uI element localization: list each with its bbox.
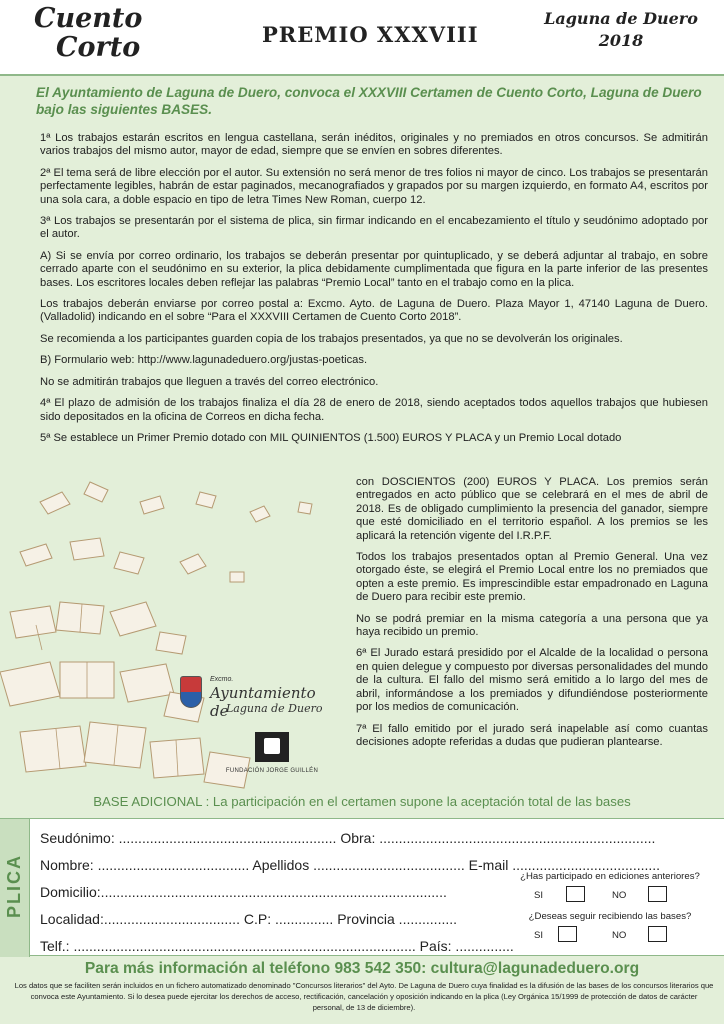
q1-no-label: NO xyxy=(612,890,627,901)
header xyxy=(0,0,724,76)
question-2-text: ¿Deseas seguir recibiendo las bases? xyxy=(528,911,692,922)
no-email-note: No se admitirán trabajos que lleguen a través del correo electrónico. xyxy=(40,375,379,388)
question-previous-editions xyxy=(500,871,720,908)
q2-no-checkbox[interactable] xyxy=(648,926,667,942)
q1-no-checkbox[interactable] xyxy=(648,886,667,902)
fundacion-name: FUNDACIÓN JORGE GUILLÉN xyxy=(225,768,319,774)
base-3b-web: B) Formulario web: http://www.lagunadeduero.org/justas-poeticas. xyxy=(40,354,368,367)
logo-small-text: Excmo. xyxy=(210,676,234,683)
postal-address: Los trabajos deberán enviarse por correo postal a: Excmo. Ayto. de Laguna de Duero. Plaza Mayor 1, 47140 Laguna de Duero. (Valladolid) indicando en el sobre “Para el XXXVIII Certamen de Cuento Corto 2018”. xyxy=(40,298,708,324)
right-column-text xyxy=(356,476,708,757)
bases-text xyxy=(40,132,708,453)
fundacion-logo xyxy=(222,732,322,782)
question-1-text: ¿Has participado en ediciones anteriores? xyxy=(520,871,700,882)
contest-title xyxy=(34,4,142,62)
intro-text: El Ayuntamiento de Laguna de Duero, convoca el XXXVIII Certamen de Cuento Corto, Laguna de Duero bajo las siguientes BASES. xyxy=(36,85,702,117)
q1-si-checkbox[interactable] xyxy=(566,886,585,902)
plica-form xyxy=(0,818,724,956)
base-3: 3ª Los trabajos se presentarán por el sistema de plica, sin firmar indicando en el encabezamiento el título y seudónimo adoptado por el autor. xyxy=(40,215,708,241)
logo-place: Laguna de Duero xyxy=(226,702,323,715)
q2-no-label: NO xyxy=(612,930,627,941)
premio-title: PREMIO XXXVIII xyxy=(262,22,479,47)
general-prize-note: Todos los trabajos presentados optan al Premio General. Una vez otorgado éste, se elegirá el Premio Local entre los no premiados que opten a este premio. Es imprescindible estar empadronado en Laguna de Duero para recibir este premio. xyxy=(356,551,708,604)
question-1-answers xyxy=(500,882,720,908)
base-5-cont: con DOSCIENTOS (200) EUROS Y PLACA. Los premios serán entregados en acto público que se celebrará en el mes de abril de 2018. Es de obligado cumplimiento la presencia del ganador, siempre que esté domiciliado en el territorio español. A los premios se les aplicará la retención vigente del I.R.P.F. xyxy=(356,476,708,542)
domicilio-field[interactable]: Domicilio:......................................................................................... xyxy=(40,884,447,900)
telf-field[interactable]: Telf.: ........................................................................................ País: ............... xyxy=(40,938,514,954)
nombre-field[interactable]: Nombre: ....................................... Apellidos ....................................... E-mail ...................................... xyxy=(40,857,661,873)
contact-info: Para más información al teléfono 983 542 350: cultura@lagunadeduero.org xyxy=(84,960,640,977)
question-2-answers xyxy=(500,922,720,948)
q2-si-checkbox[interactable] xyxy=(558,926,577,942)
base-2: 2ª El tema será de libre elección por el autor. Su extensión no será menor de tres folios ni mayor de cinco. Los trabajos se presentarán perfectamente legibles, habrán de estar paginados, mecanografiados y grapados por su margen izquierdo, en formato A4, escritos por una sola cara, a doble espacio en tipo de letra Times New Roman, cuerpo 12. xyxy=(40,166,708,206)
plica-label: PLICA xyxy=(4,854,24,918)
q2-si-label: SI xyxy=(534,930,544,941)
year: 2018 xyxy=(598,31,644,50)
logo-name: Ayuntamiento de xyxy=(210,684,316,720)
question-receive-bases xyxy=(500,911,720,948)
plica-sidebar xyxy=(0,819,30,957)
place-name: Laguna de Duero xyxy=(544,9,698,28)
repeat-prize-note: No se podrá premiar en la misma categoría a una persona que ya haya recibido un premio. xyxy=(356,612,708,639)
seudonimo-field[interactable]: Seudónimo: ........................................................ Obra: ....................................................................... xyxy=(40,830,656,846)
ayuntamiento-logo xyxy=(180,672,330,724)
copy-recommendation: Se recomienda a los participantes guarden copia de los trabajos presentados, ya que no se devolverán los originales. xyxy=(40,332,623,345)
legal-notice: Los datos que se faciliten serán incluidos en un fichero automatizado denominado "Concursos literarios" del Ayto. De Laguna de Duero cuya finalidad es la difusión de las bases de los concursos literarios que convoca este Ayuntamiento. Si lo desea puede ejercitar los derechos de acceso, rectificación, cancelación y oposición indicando en la plica (Ley Orgánica 15/1999 de protección de datos de carácter personal, de 13 de diciembre). xyxy=(14,981,714,1012)
base-7: 7ª El fallo emitido por el jurado será inapelable así como cuantas decisiones adopte referidas a dudas que pudieran plantearse. xyxy=(356,722,708,748)
place-year xyxy=(536,8,706,52)
base-4: 4ª El plazo de admisión de los trabajos finaliza el día 28 de enero de 2018, siendo aceptados todos aquellos trabajos que hubiesen sido depositados en la oficina de Correos en dicha fecha. xyxy=(40,397,708,423)
base-6: 6ª El Jurado estará presidido por el Alcalde de la localidad o persona en quien delegue y compuesto por diversas personalidades del mundo de la cultura. El fallo del mismo será emitido a lo largo del mes de abril, informándose a los premiados y difundiéndose posteriormente por los medios de comunicación. xyxy=(356,647,708,714)
base-1: 1ª Los trabajos estarán escritos en lengua castellana, serán inéditos, originales y no premiados en otros concursos. Se admitirán varios trabajos del mismo autor, mayor de edad, siempre que se envíen en sobres diferentes. xyxy=(40,132,708,158)
base-3a: A) Si se envía por correo ordinario, los trabajos se deberán presentar por quintuplicado, y se deberá adjuntar al trabajo, en sobre cerrado aparte con el seudónimo en su exterior, la plica debidamente cumplimentada que figura en la parte inferior de las presentes bases. Los escritores locales deben reflejar las palabras “Premio Local” tanto en el trabajo como en la plica. xyxy=(40,249,708,289)
fundacion-mark-icon xyxy=(255,732,289,762)
localidad-field[interactable]: Localidad:................................... C.P: ............... Provincia ............... xyxy=(40,911,458,927)
title-line-1: Cuento xyxy=(34,3,143,34)
base-5-start: 5ª Se establece un Primer Premio dotado con MIL QUINIENTOS (1.500) EUROS Y PLACA y un Premio Local dotado xyxy=(40,431,622,444)
coat-of-arms-icon xyxy=(180,676,202,708)
base-adicional: BASE ADICIONAL : La participación en el certamen supone la aceptación total de las bases xyxy=(93,794,631,809)
q1-si-label: SI xyxy=(534,890,544,901)
title-line-2: Corto xyxy=(56,32,141,63)
